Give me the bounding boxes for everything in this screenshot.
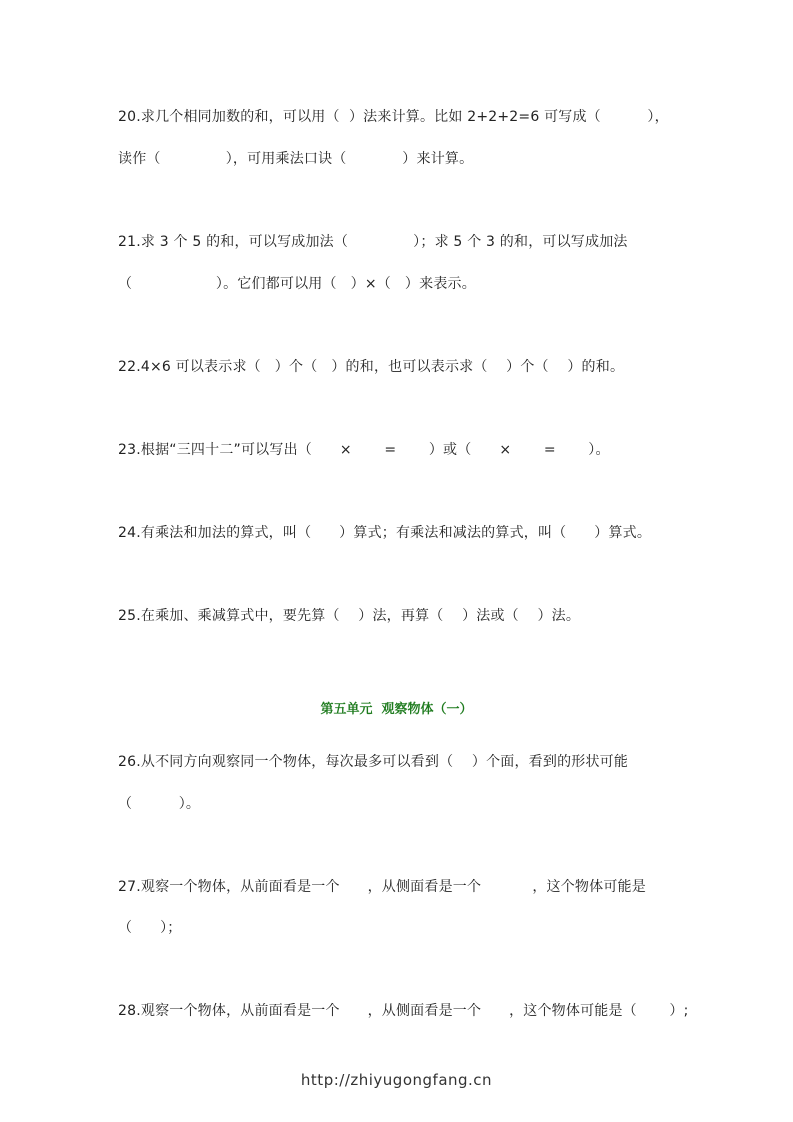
section-title: 第五单元 观察物体（一） bbox=[320, 702, 473, 717]
question-23: 23.根据“三四十二”可以写出（ × = ）或（ × = ）。 bbox=[118, 442, 610, 458]
question-27-line-1: 27.观察一个物体，从前面看是一个 ，从侧面看是一个 ，这个物体可能是 bbox=[118, 879, 646, 895]
question-27-line-2: （ ）； bbox=[118, 920, 182, 936]
question-25: 25.在乘加、乘减算式中，要先算（ ）法，再算（ ）法或（ ）法。 bbox=[118, 608, 581, 624]
question-21-line-2: （ ）。它们都可以用（ ）×（ ）来表示。 bbox=[118, 276, 476, 292]
question-21-line-1: 21.求 3 个 5 的和，可以写成加法（ ）；求 5 个 3 的和，可以写成加法 bbox=[118, 234, 628, 250]
question-24: 24.有乘法和加法的算式，叫（ ）算式；有乘法和减法的算式，叫（ ）算式。 bbox=[118, 525, 652, 541]
question-20-line-1: 20.求几个相同加数的和，可以用（ ）法来计算。比如 2+2+2=6 可写成（ ）， bbox=[118, 109, 669, 125]
question-22: 22.4×6 可以表示求（ ）个（ ）的和，也可以表示求（ ）个（ ）的和。 bbox=[118, 359, 625, 375]
question-28: 28.观察一个物体，从前面看是一个 ，从侧面看是一个 ，这个物体可能是（ ）; bbox=[118, 1003, 689, 1019]
question-26-line-2: （ ）。 bbox=[118, 796, 201, 812]
footer-url: http://zhiyugongfang.cn bbox=[300, 1071, 493, 1089]
question-20-line-2: 读作（ ），可用乘法口诀（ ）来计算。 bbox=[118, 151, 474, 167]
question-26-line-1: 26.从不同方向观察同一个物体，每次最多可以看到（ ）个面，看到的形状可能 bbox=[118, 754, 629, 770]
